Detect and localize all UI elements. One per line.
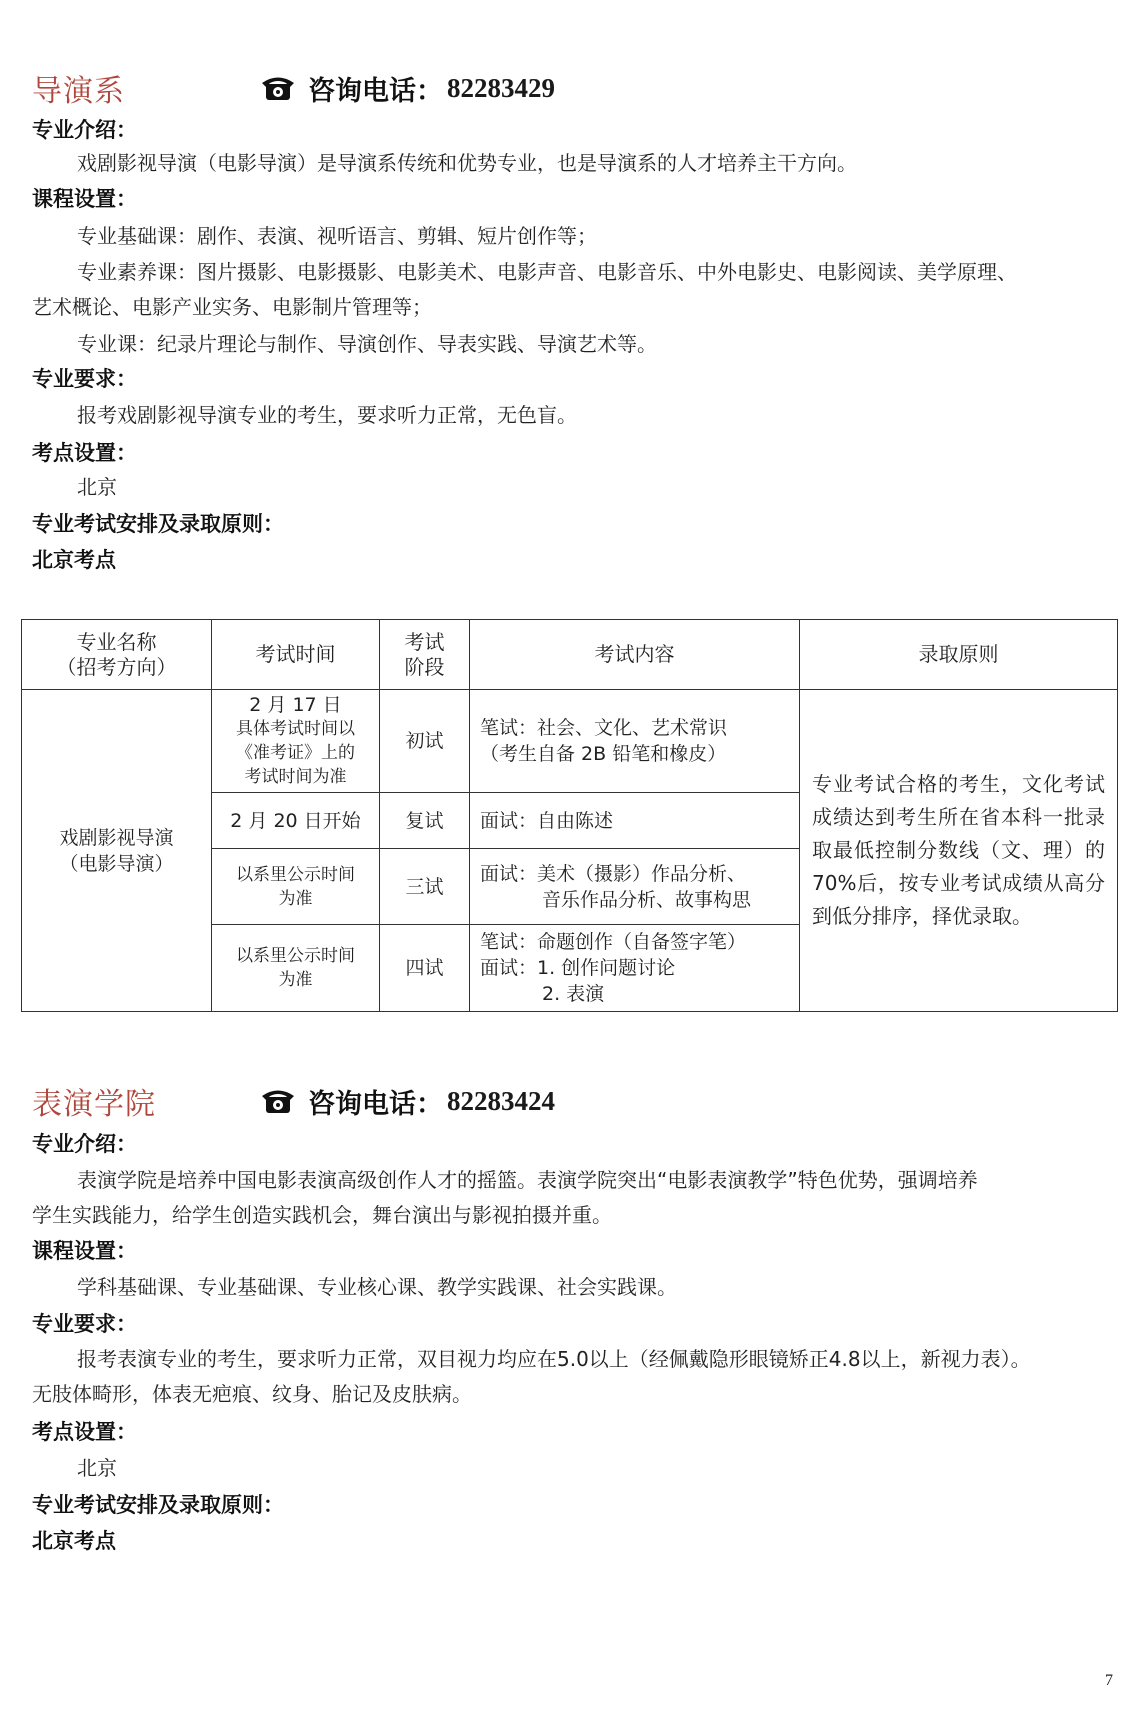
- section-header-directing: [32, 64, 555, 112]
- course-line: 专业课：纪录片理论与制作、导演创作、导表实践、导演艺术等。: [77, 332, 657, 356]
- phone-contact: [260, 69, 555, 108]
- exam-arrangement-heading: 专业考试安排及录取原则：: [32, 1493, 284, 1517]
- intro-heading: 专业介绍：: [32, 1132, 137, 1156]
- requirement-line: 报考表演专业的考生，要求听力正常，双目视力均应在5.0以上（经佩戴隐形眼镜矫正4.8以上，新视力表）。: [77, 1347, 1031, 1371]
- time-cell: 以系里公示时间 为准: [212, 925, 380, 1012]
- intro-heading: 专业介绍：: [32, 118, 137, 142]
- phone-label: 咨询电话：: [308, 1088, 443, 1120]
- phone-number: 82283429: [447, 72, 555, 103]
- exam-arrangement-heading: 专业考试安排及录取原则：: [32, 512, 284, 536]
- header-content: 考试内容: [470, 620, 800, 690]
- dept-title: 表演学院: [32, 1087, 156, 1122]
- requirement-line: 无肢体畸形，体表无疤痕、纹身、胎记及皮肤病。: [32, 1382, 472, 1406]
- time-cell: 以系里公示时间 为准: [212, 849, 380, 925]
- course-line: 学科基础课、专业基础课、专业核心课、教学实践课、社会实践课。: [77, 1275, 677, 1299]
- requirement-heading: 专业要求：: [32, 367, 137, 391]
- time-cell: 2 月 17 日 具体考试时间以 《准考证》上的 考试时间为准: [212, 690, 380, 793]
- phone-label: 咨询电话：: [308, 75, 443, 107]
- intro-line: 学生实践能力，给学生创造实践机会，舞台演出与影视拍摄并重。: [32, 1203, 612, 1227]
- requirement-line: 报考戏剧影视导演专业的考生，要求听力正常，无色盲。: [77, 403, 577, 427]
- content-cell: 笔试：社会、文化、艺术常识 （考生自备 2B 铅笔和橡皮）: [470, 690, 800, 793]
- phone-number: 82283424: [447, 1085, 555, 1116]
- course-line: 专业素养课：图片摄影、电影摄影、电影美术、电影声音、电影音乐、中外电影史、电影阅读、美学原理、: [77, 260, 1017, 284]
- exam-schedule-table: [21, 619, 1118, 1012]
- header-admission: 录取原则: [800, 620, 1118, 690]
- header-time: 考试时间: [212, 620, 380, 690]
- admission-principle-cell: 专业考试合格的考生，文化考试成绩达到考生所在省本科一批录取最低控制分数线（文、理）的 70%后，按专业考试成绩从高分到低分排序，择优录取。: [800, 690, 1118, 1012]
- exam-site-heading: 考点设置：: [32, 1420, 137, 1444]
- header-stage: 考试 阶段: [380, 620, 470, 690]
- course-line: 专业基础课：剧作、表演、视听语言、剪辑、短片创作等；: [77, 224, 597, 248]
- header-major: 专业名称 （招考方向）: [22, 620, 212, 690]
- content-cell: 面试：美术（摄影）作品分析、 音乐作品分析、故事构思: [470, 849, 800, 925]
- stage-cell: 三试: [380, 849, 470, 925]
- table-header-row: [22, 620, 1118, 690]
- major-cell: 戏剧影视导演 （电影导演）: [22, 690, 212, 1012]
- intro-line: 表演学院是培养中国电影表演高级创作人才的摇篮。表演学院突出“电影表演教学”特色优势，强调培养: [77, 1168, 978, 1192]
- time-cell: 2 月 20 日开始: [212, 793, 380, 849]
- intro-line: 戏剧影视导演（电影导演）是导演系传统和优势专业，也是导演系的人才培养主干方向。: [77, 151, 857, 175]
- phone-contact: [260, 1082, 555, 1121]
- exam-site-label: 北京考点: [32, 1529, 116, 1553]
- course-heading: 课程设置：: [32, 1239, 137, 1263]
- telephone-icon: [260, 1087, 296, 1115]
- stage-cell: 复试: [380, 793, 470, 849]
- section-header-acting: [32, 1077, 555, 1125]
- dept-title: 导演系: [32, 74, 125, 109]
- exam-site-value: 北京: [77, 1456, 117, 1480]
- telephone-icon: [260, 74, 296, 102]
- stage-cell: 初试: [380, 690, 470, 793]
- content-cell: 笔试：命题创作（自备签字笔） 面试：1. 创作问题讨论 2. 表演: [470, 925, 800, 1012]
- stage-cell: 四试: [380, 925, 470, 1012]
- exam-site-heading: 考点设置：: [32, 441, 137, 465]
- exam-site-value: 北京: [77, 475, 117, 499]
- page-number: 7: [1105, 1672, 1113, 1689]
- content-cell: 面试：自由陈述: [470, 793, 800, 849]
- requirement-heading: 专业要求：: [32, 1312, 137, 1336]
- course-heading: 课程设置：: [32, 187, 137, 211]
- table-row: [22, 690, 1118, 793]
- exam-site-label: 北京考点: [32, 548, 116, 572]
- course-line: 艺术概论、电影产业实务、电影制片管理等；: [32, 295, 432, 319]
